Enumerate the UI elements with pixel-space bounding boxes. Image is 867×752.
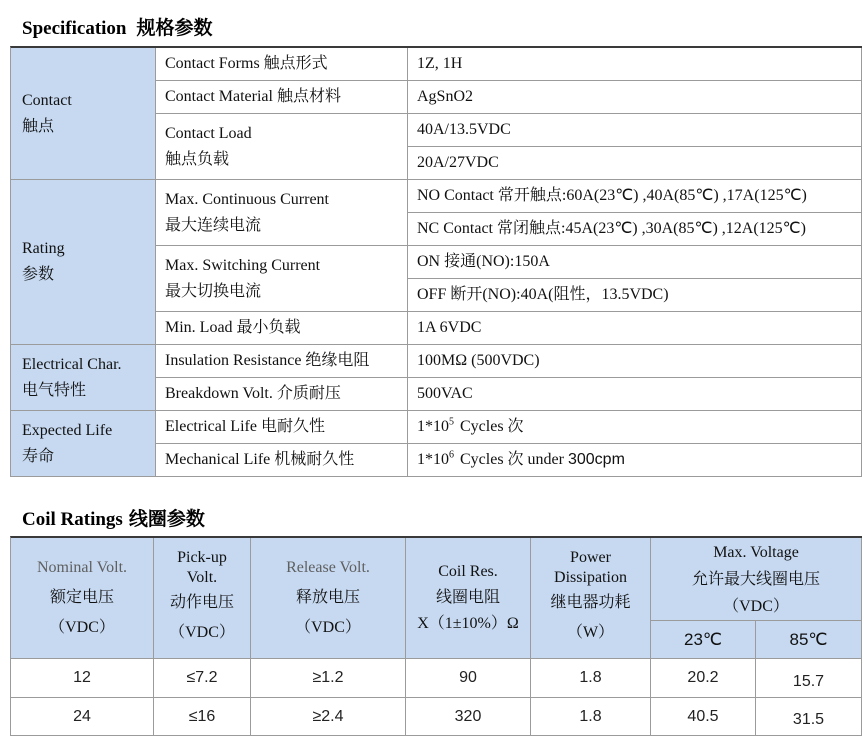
param-name-breakdown-volt xyxy=(156,378,408,411)
header-cn: 动作电压 xyxy=(169,594,234,611)
group-label-cn: 电气特性 xyxy=(22,381,87,399)
header-temp: 23℃ xyxy=(683,629,722,649)
param-name-text: Electrical Life 电耐久性 xyxy=(165,418,325,435)
coil-data-row xyxy=(11,698,862,736)
coil-cell-power: 1.8 xyxy=(531,698,651,736)
header-unit: （W） xyxy=(566,624,615,641)
param-value-text xyxy=(417,447,861,473)
coil-cell-release: ≥2.4 xyxy=(251,698,406,736)
coil-header-coil-res xyxy=(406,538,531,659)
coil-title xyxy=(22,508,205,532)
param-name-text: Mechanical Life 机械耐久性 xyxy=(165,451,355,468)
life-rate: 300cpm xyxy=(567,451,625,468)
coil-table xyxy=(10,536,862,736)
coil-cell-coil-res: 320 xyxy=(406,698,531,736)
group-label-cn: 参数 xyxy=(22,266,55,283)
param-value-continuous-nc xyxy=(408,213,862,246)
param-value-text: NO Contact 常开触点:60A(23℃) ,40A(85℃) ,17A(125℃) xyxy=(417,187,807,204)
param-name-text: Insulation Resistance 绝缘电阻 xyxy=(165,352,370,369)
param-value-continuous-no xyxy=(408,180,862,213)
header-unit: （VDC） xyxy=(49,619,115,636)
life-exponent: 6 xyxy=(449,449,454,461)
param-name-text: Contact Load xyxy=(165,124,252,142)
param-value-text: OFF 断开(NO):40A(阻性，13.5VDC) xyxy=(417,286,669,303)
coil-cell-release: ≥1.2 xyxy=(251,659,406,698)
param-value-text: 500VAC xyxy=(417,385,473,402)
group-life xyxy=(11,411,156,477)
param-name-text: Contact Material 触点材料 xyxy=(165,88,341,105)
coil-title-en: Coil Ratings xyxy=(22,509,123,530)
coil-title-cn: 线圈参数 xyxy=(128,509,205,530)
life-base: 1*10 xyxy=(417,451,449,468)
param-name-max-continuous-current xyxy=(156,180,408,246)
param-value-contact-material xyxy=(408,81,862,114)
life-base: 1*10 xyxy=(417,418,449,435)
param-name-text: Max. Continuous Current xyxy=(165,190,329,208)
header-cn: 释放电压 xyxy=(295,589,360,606)
param-name-min-load xyxy=(156,312,408,345)
param-name-text-cn: 最大连续电流 xyxy=(165,216,262,234)
header-en: Dissipation xyxy=(554,569,627,586)
param-value-electrical-life xyxy=(408,411,862,444)
coil-header-max-voltage xyxy=(651,538,862,621)
param-value-text: ON 接通(NO):150A xyxy=(417,253,550,270)
header-en: Max. Voltage xyxy=(713,543,799,561)
param-name-electrical-life xyxy=(156,411,408,444)
coil-header-nominal xyxy=(11,538,154,659)
header-en: Pick-up xyxy=(177,549,227,566)
header-en: Release Volt. xyxy=(286,559,370,576)
group-label: Expected Life xyxy=(22,421,113,439)
param-name-max-switching-current xyxy=(156,246,408,312)
coil-cell-max-85: 31.5 xyxy=(756,698,862,736)
group-label: Contact xyxy=(22,91,72,109)
header-unit: （VDC） xyxy=(723,597,789,615)
life-exponent: 5 xyxy=(449,416,454,428)
param-name-mechanical-life xyxy=(156,444,408,477)
param-value-switching-on xyxy=(408,246,862,279)
param-name-text: Max. Switching Current xyxy=(165,256,321,274)
param-value-text: 1A 6VDC xyxy=(417,319,482,336)
param-value-contact-load-1 xyxy=(408,114,862,147)
spec-title xyxy=(22,17,213,41)
param-value-breakdown-volt xyxy=(408,378,862,411)
life-unit: Cycles 次 xyxy=(460,418,524,435)
header-unit: （VDC） xyxy=(169,624,235,641)
header-cn: 额定电压 xyxy=(49,589,114,606)
coil-cell-coil-res: 90 xyxy=(406,659,531,698)
group-contact xyxy=(11,48,156,180)
header-en: Volt. xyxy=(186,569,218,586)
spec-title-en: Specification xyxy=(22,18,127,39)
coil-cell-nominal: 24 xyxy=(11,698,154,736)
header-en: Coil Res. xyxy=(438,563,498,580)
group-label: Rating xyxy=(22,240,65,257)
param-name-text-cn: 触点负载 xyxy=(165,150,230,168)
param-value-text: 20A/27VDC xyxy=(417,154,499,171)
coil-cell-max-23: 40.5 xyxy=(651,698,756,736)
spec-title-cn: 规格参数 xyxy=(136,18,213,39)
group-label-cn: 寿命 xyxy=(22,447,55,465)
coil-header-power xyxy=(531,538,651,659)
param-value-text: NC Contact 常闭触点:45A(23℃) ,30A(85℃) ,12A(125℃) xyxy=(417,220,806,237)
param-value-text: 40A/13.5VDC xyxy=(417,121,511,138)
header-cn: 线圈电阻 xyxy=(435,589,500,606)
param-value-switching-off xyxy=(408,279,862,312)
coil-header-release xyxy=(251,538,406,659)
param-name-text: Contact Forms 触点形式 xyxy=(165,55,328,72)
group-electrical xyxy=(11,345,156,411)
param-value-text: 100MΩ (500VDC) xyxy=(417,352,540,369)
param-value-insulation-resistance xyxy=(408,345,862,378)
param-value-text: AgSnO2 xyxy=(417,88,474,105)
param-name-text: Min. Load 最小负载 xyxy=(165,319,301,336)
param-value-contact-load-2 xyxy=(408,147,862,180)
spec-table xyxy=(10,46,862,477)
coil-data-row xyxy=(11,659,862,698)
header-temp: 85℃ xyxy=(789,629,828,649)
life-unit: Cycles 次 under xyxy=(460,451,564,468)
param-value-mechanical-life xyxy=(408,444,862,477)
header-unit: X（1±10%）Ω xyxy=(417,615,519,632)
coil-header-temp-85 xyxy=(756,621,862,659)
header-unit: （VDC） xyxy=(295,619,361,636)
header-cn: 继电器功耗 xyxy=(550,594,631,611)
coil-cell-power: 1.8 xyxy=(531,659,651,698)
param-value-text: 1Z, 1H xyxy=(417,55,463,72)
param-name-text-cn: 最大切换电流 xyxy=(165,282,262,300)
coil-cell-pickup: ≤16 xyxy=(154,698,251,736)
header-en: Nominal Volt. xyxy=(36,559,128,576)
coil-header-temp-23 xyxy=(651,621,756,659)
coil-cell-nominal: 12 xyxy=(11,659,154,698)
group-rating xyxy=(11,180,156,345)
param-name-text: Breakdown Volt. 介质耐压 xyxy=(165,385,341,402)
coil-header-pickup xyxy=(154,538,251,659)
header-en: Power xyxy=(570,549,611,566)
param-value-min-load xyxy=(408,312,862,345)
coil-cell-pickup: ≤7.2 xyxy=(154,659,251,698)
param-value-contact-forms xyxy=(408,48,862,81)
coil-cell-max-23: 20.2 xyxy=(651,659,756,698)
param-name-contact-material xyxy=(156,81,408,114)
param-name-contact-load xyxy=(156,114,408,180)
param-name-contact-forms xyxy=(156,48,408,81)
group-label-cn: 触点 xyxy=(22,117,55,135)
header-cn: 允许最大线圈电压 xyxy=(691,570,820,588)
param-value-text xyxy=(417,414,861,440)
group-label: Electrical Char. xyxy=(22,355,122,373)
param-name-insulation-resistance xyxy=(156,345,408,378)
coil-cell-max-85: 15.7 xyxy=(756,659,862,698)
